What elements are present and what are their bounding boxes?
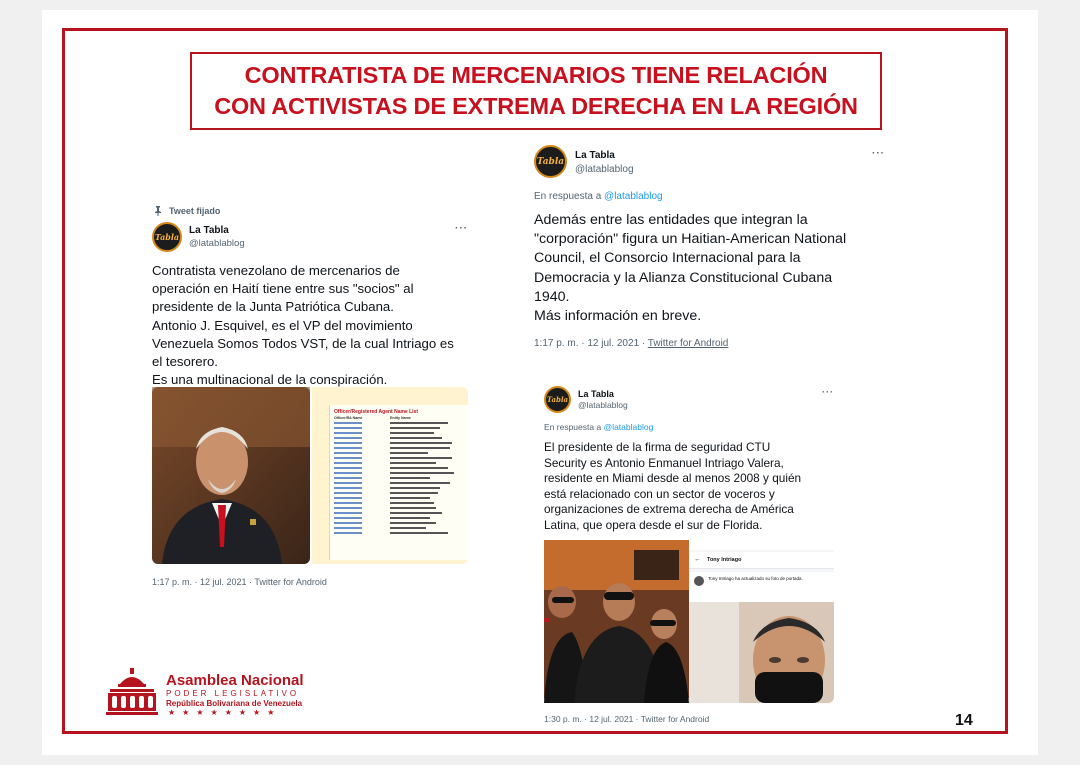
text-line: 1940. — [534, 288, 570, 305]
avatar[interactable]: Tabla — [534, 145, 567, 178]
text-line: El presidente de la firma de seguridad CTU — [544, 440, 771, 454]
tweet3-photo-facebook[interactable] — [689, 540, 834, 703]
org-name: Asamblea Nacional — [166, 672, 304, 689]
tweet1-meta: 1:17 p. m. · 12 jul. 2021 · Twitter for Android — [152, 577, 327, 587]
text-line: Antonio J. Esquivel, es el VP del movimiento — [152, 317, 413, 333]
text-line: Es una multinacional de la conspiración. — [152, 372, 388, 388]
tweet1-photo-document[interactable] — [312, 387, 468, 564]
tweet3-handle[interactable]: @latablablog — [578, 400, 628, 410]
back-arrow-icon: ← — [694, 556, 701, 563]
title-line-1: CONTRATISTA DE MERCENARIOS TIENE RELACIÓN — [244, 62, 828, 88]
tweet1-text — [152, 262, 454, 389]
text-line: Council, el Consorcio Internacional para la — [534, 250, 801, 267]
tweet3-username[interactable]: La Tabla — [578, 389, 614, 399]
org-subtitle: PODER LEGISLATIVO — [166, 689, 300, 698]
pin-icon — [153, 206, 163, 216]
tweet3-meta: 1:30 p. m. · 12 jul. 2021 · Twitter for Android — [544, 714, 710, 724]
text-line: Más información en breve. — [534, 308, 702, 325]
fb-avatar — [694, 576, 704, 586]
tweet2-username[interactable]: La Tabla — [575, 150, 615, 161]
reply-prefix: En respuesta a — [544, 422, 602, 432]
avatar[interactable]: Tabla — [152, 222, 182, 252]
org-stars: ★★★★★★★★ — [168, 708, 282, 717]
page-number: 14 — [955, 712, 973, 729]
doc-rows — [334, 422, 464, 552]
doc-col-officer: Officer/RA Name — [334, 416, 363, 420]
tweet1-photo-portrait[interactable] — [152, 387, 310, 564]
asamblea-logo-icon — [106, 668, 158, 716]
tweet3-photo-group[interactable] — [544, 540, 689, 703]
tweet1-handle[interactable]: @latablablog — [189, 238, 245, 249]
fb-profile-name: Tony Intriago — [707, 557, 742, 563]
slide-title — [190, 52, 882, 130]
tweet2-handle[interactable]: @latablablog — [575, 164, 634, 175]
fb-cover-photo — [689, 602, 834, 703]
text-line: Contratista venezolano de mercenarios de — [152, 263, 400, 278]
doc-heading: Officer/Registered Agent Name List — [334, 409, 419, 415]
tweet2-meta — [534, 338, 728, 349]
text-line: residente en Miami desde al menos 2008 y quién — [544, 471, 802, 485]
tweet2-source-link[interactable]: Twitter for Android — [647, 338, 729, 349]
tweet2-reply-context — [534, 191, 663, 202]
tweet3-reply-context — [544, 422, 653, 432]
text-line: organizaciones de extrema derecha de América — [544, 502, 794, 516]
title-line-2: CON ACTIVISTAS DE EXTREMA DERECHA EN LA REGIÓN — [214, 93, 858, 119]
pinned-label: Tweet fijado — [169, 206, 221, 216]
text-line: está relacionado con un sector de voceros y — [544, 486, 775, 501]
tweet2-more-icon[interactable]: ··· — [872, 148, 885, 159]
tweet2-meta-time: 1:17 p. m. · 12 jul. 2021 · — [534, 338, 646, 349]
tweet3-text — [544, 440, 801, 533]
doc-col-entity: Entity Name — [390, 416, 411, 420]
text-line: presidente de la Junta Patriótica Cubana. — [152, 299, 394, 315]
text-line: Security es Antonio Enmanuel Intriago Valera, — [544, 455, 784, 470]
pinned-indicator — [153, 206, 220, 216]
text-line: Venezuela Somos Todos VST, de la cual Intriago es — [152, 335, 454, 351]
avatar[interactable]: Tabla — [544, 386, 571, 413]
text-line: el tesorero. — [152, 354, 218, 370]
org-country: República Bolivariana de Venezuela — [166, 699, 303, 708]
fb-post-text: Tony Intriago ha actualizado su foto de portada. — [708, 576, 803, 581]
tweet2-text — [534, 211, 846, 326]
reply-handle-link[interactable]: @latablablog — [603, 422, 654, 432]
text-line: Democracia y la Alianza Constitucional Cubana — [534, 269, 833, 286]
text-line: "corporación" figura un Haitian-American National — [534, 231, 847, 248]
reply-prefix: En respuesta a — [534, 191, 602, 202]
tweet3-more-icon[interactable]: ··· — [822, 387, 834, 397]
tweet1-more-icon[interactable]: ··· — [455, 223, 468, 234]
text-line: Además entre las entidades que integran la — [534, 212, 808, 228]
text-line: operación en Haití tiene entre sus "socios" al — [152, 281, 414, 297]
reply-handle-link[interactable]: @latablablog — [604, 191, 663, 202]
text-line: Latina, que opera desde el sur de Florida. — [544, 517, 763, 532]
tweet1-username[interactable]: La Tabla — [189, 225, 229, 236]
